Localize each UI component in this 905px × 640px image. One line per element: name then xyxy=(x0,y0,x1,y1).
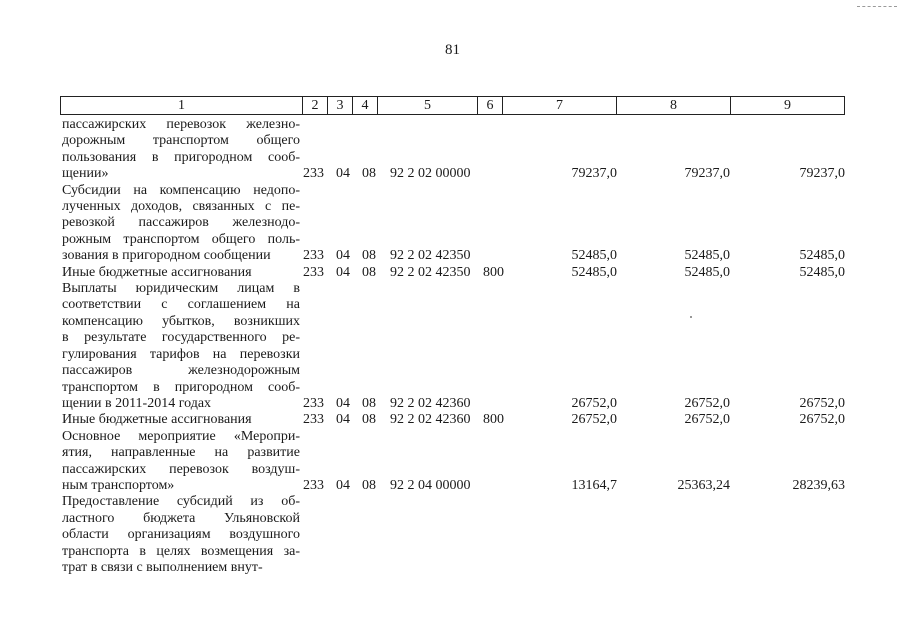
description-line: области организациям воздушного xyxy=(62,527,300,543)
header-col-4: 4 xyxy=(353,97,378,115)
row-cell-c2: 233 xyxy=(303,395,324,411)
description-line: Субсидии на компенсацию недопо- xyxy=(62,182,300,198)
table-row xyxy=(0,429,905,495)
row-cell-c5: 92 2 02 42360 xyxy=(390,395,471,411)
header-col-6: 6 xyxy=(478,97,503,115)
description-line: рожным транспортом общего поль- xyxy=(62,231,300,247)
page-number: 81 xyxy=(445,42,460,58)
header-col-7: 7 xyxy=(503,97,617,115)
row-description xyxy=(62,281,300,412)
row-cell-c4: 08 xyxy=(362,395,376,411)
row-cell-c7: 13164,7 xyxy=(571,477,617,493)
row-cell-c5: 92 2 04 00000 xyxy=(390,477,471,493)
row-cell-c7: 26752,0 xyxy=(571,395,617,411)
header-col-3: 3 xyxy=(328,97,353,115)
description-line: ным транспортом» xyxy=(62,477,175,493)
description-line: Основное мероприятие «Меропри- xyxy=(62,428,300,444)
description-line: ластного бюджета Ульяновской xyxy=(62,510,300,526)
table-row xyxy=(0,117,905,183)
scan-speck xyxy=(690,316,692,318)
row-description xyxy=(62,494,300,576)
description-line: лученных доходов, связанных с пе- xyxy=(62,199,300,215)
row-cell-c2: 233 xyxy=(303,264,324,280)
table-row xyxy=(0,494,905,576)
row-description xyxy=(62,429,300,495)
header-col-1: 1 xyxy=(61,97,303,115)
description-line: соответствии с соглашением на xyxy=(62,297,300,313)
row-cell-c4: 08 xyxy=(362,477,376,493)
table-row xyxy=(0,412,905,428)
description-line: ревозкой пассажиров железнодо- xyxy=(62,215,300,231)
description-line: пассажирских перевозок железно- xyxy=(62,117,300,132)
row-cell-c4: 08 xyxy=(362,412,376,428)
description-line: Выплаты юридическим лицам в xyxy=(62,281,300,297)
column-number-header xyxy=(60,96,845,115)
row-cell-c2: 233 xyxy=(303,412,324,428)
description-line: транспорта в целях возмещения за- xyxy=(62,543,300,559)
description-line: зования в пригородном сообщении xyxy=(62,248,271,264)
description-line: пользования в пригородном сооб- xyxy=(62,149,300,165)
header-col-5: 5 xyxy=(378,97,478,115)
row-cell-c9: 52485,0 xyxy=(799,248,845,264)
budget-table-body xyxy=(0,117,905,576)
row-cell-c4: 08 xyxy=(362,248,376,264)
description-line: компенсацию убытков, возникших xyxy=(62,313,300,329)
row-cell-c5: 92 2 02 00000 xyxy=(390,166,471,182)
row-cell-c8: 26752,0 xyxy=(684,412,730,428)
description-line: гулирования тарифов на перевозки xyxy=(62,346,300,362)
description-line: Иные бюджетные ассигнования xyxy=(62,412,252,428)
row-cell-c2: 233 xyxy=(303,166,324,182)
table-row xyxy=(0,281,905,412)
row-cell-c9: 28239,63 xyxy=(792,477,845,493)
description-line: транспортом в пригородном сооб- xyxy=(62,379,300,395)
row-cell-c9: 79237,0 xyxy=(799,166,845,182)
description-line: щении» xyxy=(62,166,109,182)
description-line: в результате государственного ре- xyxy=(62,330,300,346)
row-cell-c4: 08 xyxy=(362,166,376,182)
description-line: трат в связи с выполнением внут- xyxy=(62,559,263,575)
corner-scan-mark xyxy=(857,6,897,7)
header-col-8: 8 xyxy=(617,97,731,115)
row-cell-c6: 800 xyxy=(483,412,504,428)
header-col-9: 9 xyxy=(731,97,845,115)
row-cell-c9: 26752,0 xyxy=(799,395,845,411)
description-line: Предоставление субсидий из об- xyxy=(62,494,300,510)
row-cell-c8: 79237,0 xyxy=(684,166,730,182)
row-cell-c6: 800 xyxy=(483,264,504,280)
row-cell-c2: 233 xyxy=(303,477,324,493)
row-cell-c8: 52485,0 xyxy=(684,264,730,280)
row-cell-c5: 92 2 02 42350 xyxy=(390,264,471,280)
row-cell-c8: 52485,0 xyxy=(684,248,730,264)
description-line: пассажирских перевозок воздуш- xyxy=(62,461,300,477)
row-cell-c3: 04 xyxy=(336,264,350,280)
row-description xyxy=(62,183,300,265)
row-cell-c3: 04 xyxy=(336,395,350,411)
description-line: дорожным транспортом общего xyxy=(62,133,300,149)
row-cell-c9: 52485,0 xyxy=(799,264,845,280)
row-description xyxy=(62,265,300,281)
table-row xyxy=(0,265,905,281)
row-cell-c8: 25363,24 xyxy=(677,477,730,493)
row-cell-c5: 92 2 02 42350 xyxy=(390,248,471,264)
row-cell-c7: 26752,0 xyxy=(571,412,617,428)
description-line: Иные бюджетные ассигнования xyxy=(62,264,252,280)
description-line: ятия, направленные на развитие xyxy=(62,445,300,461)
row-cell-c3: 04 xyxy=(336,412,350,428)
description-line: пассажиров железнодорожным xyxy=(62,363,300,379)
row-description xyxy=(62,412,300,428)
row-cell-c7: 79237,0 xyxy=(571,166,617,182)
table-row xyxy=(0,183,905,265)
row-cell-c7: 52485,0 xyxy=(571,264,617,280)
row-cell-c4: 08 xyxy=(362,264,376,280)
row-cell-c7: 52485,0 xyxy=(571,248,617,264)
row-cell-c5: 92 2 02 42360 xyxy=(390,412,471,428)
header-col-2: 2 xyxy=(303,97,328,115)
row-cell-c2: 233 xyxy=(303,248,324,264)
description-line: щении в 2011-2014 годах xyxy=(62,395,212,411)
row-cell-c8: 26752,0 xyxy=(684,395,730,411)
row-cell-c3: 04 xyxy=(336,477,350,493)
row-description xyxy=(62,117,300,183)
row-cell-c3: 04 xyxy=(336,248,350,264)
row-cell-c9: 26752,0 xyxy=(799,412,845,428)
row-cell-c3: 04 xyxy=(336,166,350,182)
